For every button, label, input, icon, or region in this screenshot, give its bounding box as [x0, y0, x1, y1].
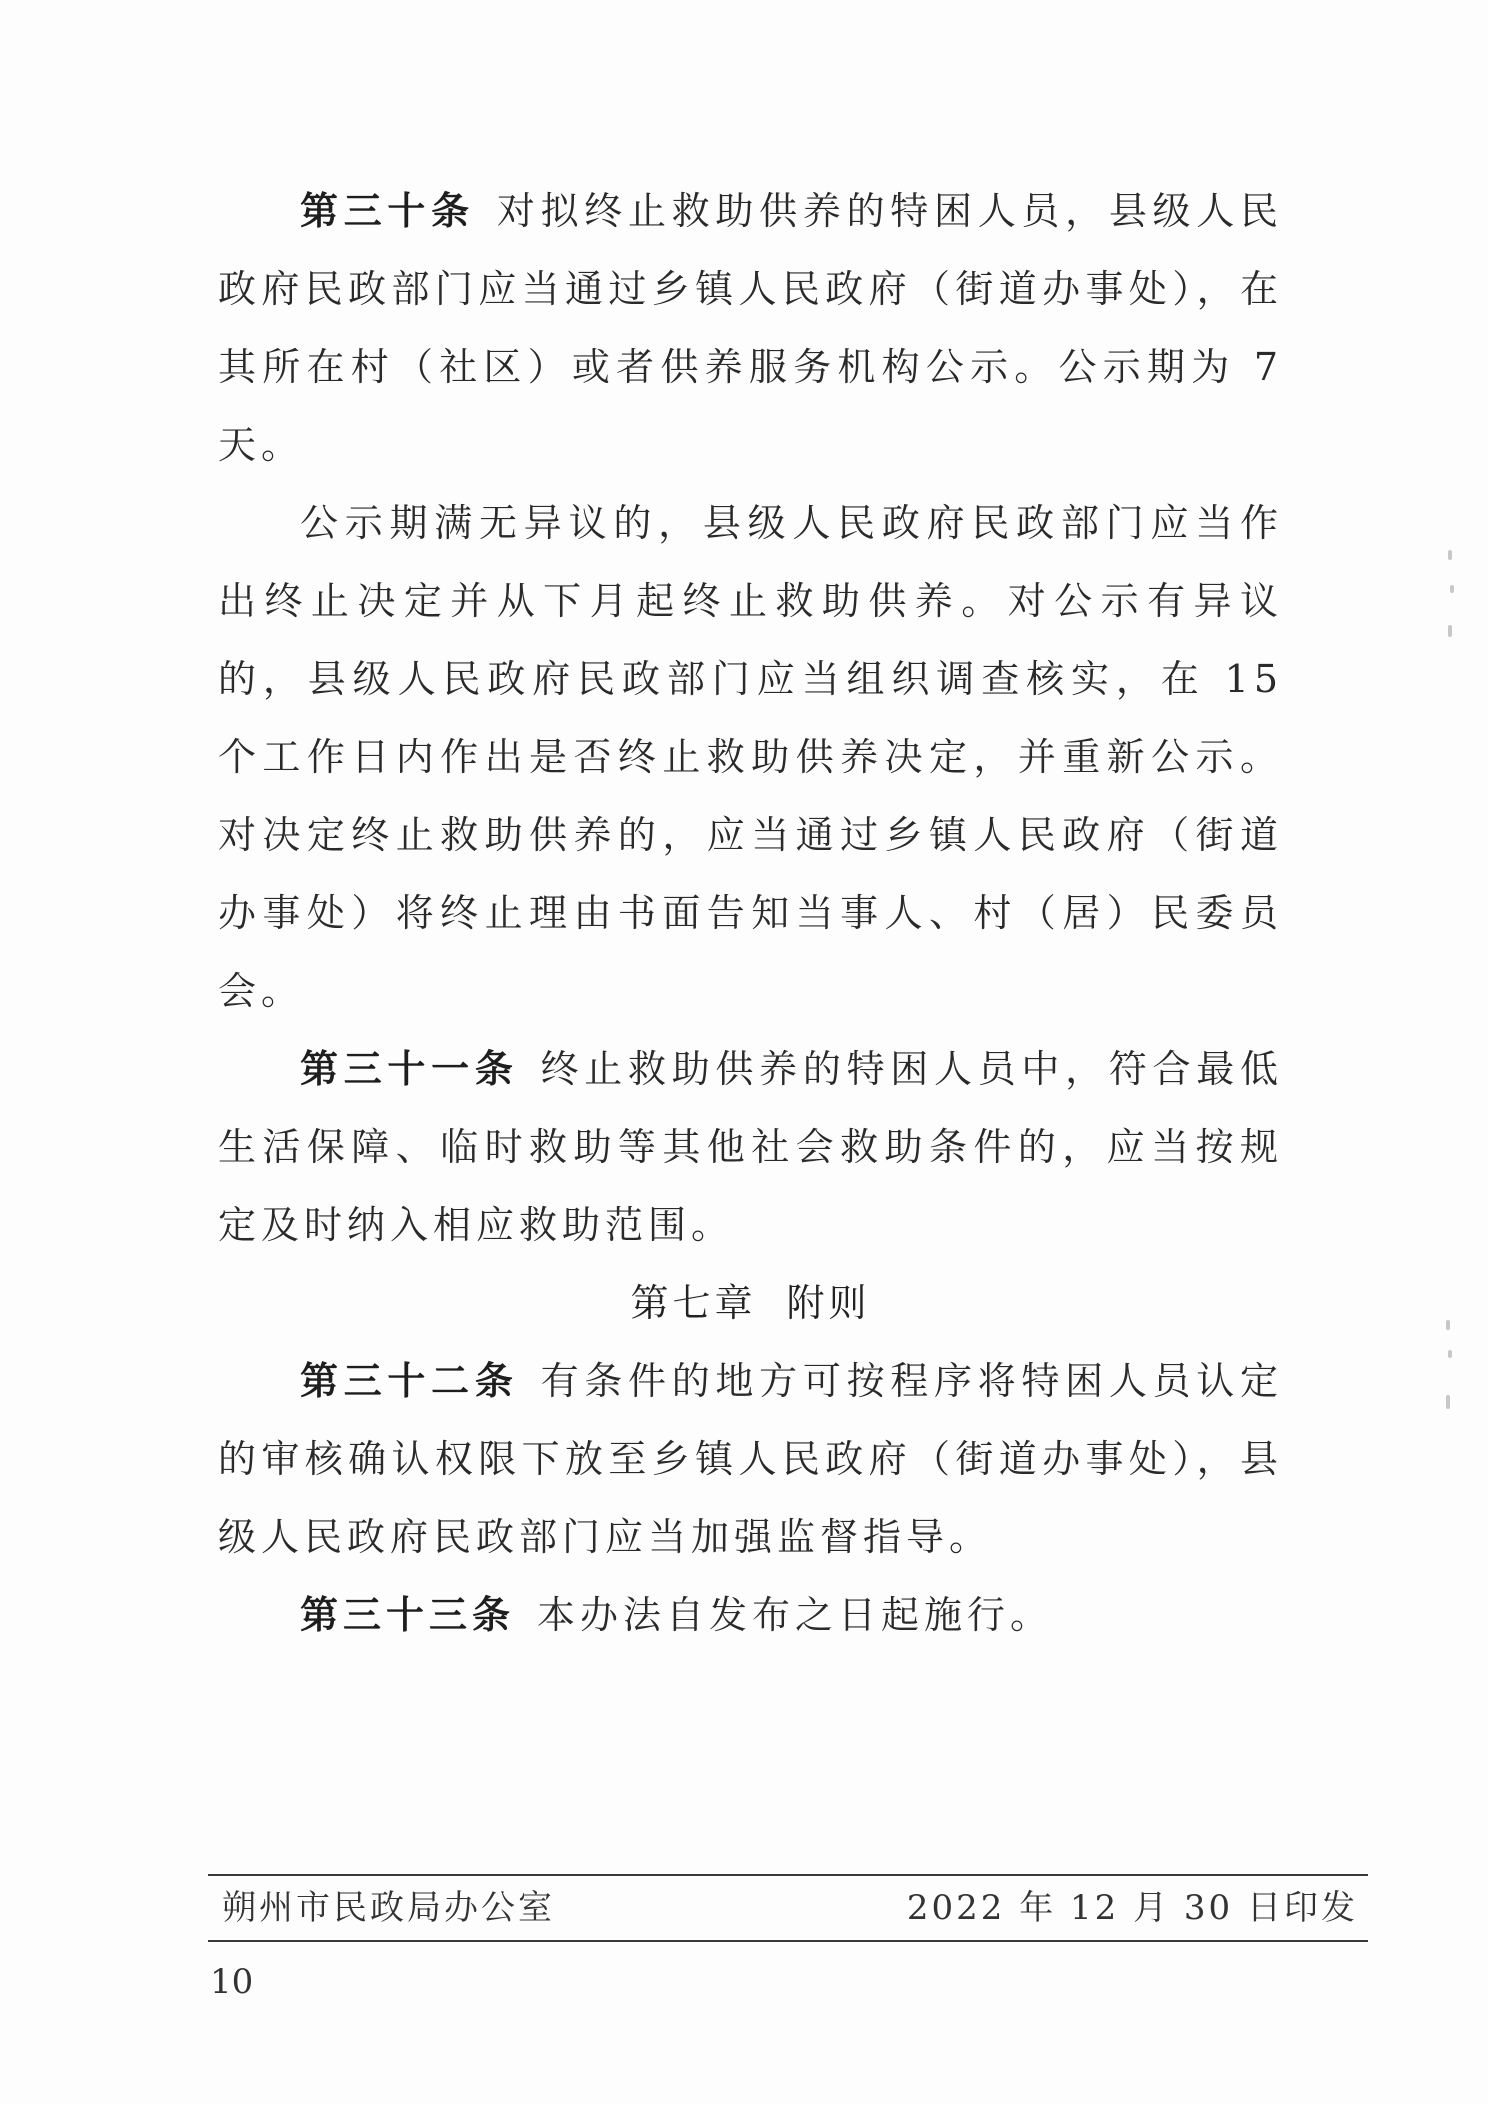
scan-artifact [1448, 625, 1452, 637]
scan-artifact [1450, 585, 1454, 593]
article-31 [218, 1030, 1283, 1264]
article-text: 终止救助供养的特困人员中，符合最低生活保障、临时救助等其他社会救助条件的，应当按规定及时纳入相应救助范围。 [218, 1047, 1283, 1247]
paragraph-text: 公示期满无异议的，县级人民政府民政部门应当作出终止决定并从下月起终止救助供养。对公示有异议的，县级人民政府民政部门应当组织调查核实，在 15 个工作日内作出是否终止救助供养决定，并重新公示。对决定终止救助供养的，应当通过乡镇人民政府（街道办事处）将终止理由书面告知当事人、村（居）民委员会。 [218, 501, 1283, 1013]
chapter-heading [218, 1264, 1283, 1342]
article-text: 有条件的地方可按程序将特困人员认定的审核确认权限下放至乡镇人民政府（街道办事处），县级人民政府民政部门应当加强监督指导。 [218, 1359, 1283, 1559]
article-text: 对拟终止救助供养的特困人员，县级人民政府民政部门应当通过乡镇人民政府（街道办事处），在其所在村（社区）或者供养服务机构公示。公示期为 7 天。 [218, 189, 1283, 467]
footer-issuer: 朔州市民政局办公室 [222, 1888, 555, 1928]
chapter-number: 第七章 [630, 1281, 757, 1325]
page-number: 10 [210, 1962, 254, 2002]
scan-artifact [1446, 1320, 1450, 1330]
article-32 [218, 1342, 1283, 1576]
document-body [218, 172, 1283, 1654]
footer-rule-bottom [208, 1940, 1368, 1942]
footer-date: 2022 年 12 月 30 日印发 [906, 1888, 1358, 1928]
article-30-paragraph-2 [218, 484, 1283, 1030]
article-number: 第三十一条 [300, 1047, 519, 1091]
article-30 [218, 172, 1283, 484]
scan-artifact [1446, 1395, 1450, 1409]
article-number: 第三十三条 [300, 1593, 516, 1637]
article-number: 第三十条 [300, 189, 475, 233]
article-number: 第三十二条 [300, 1359, 519, 1403]
footer-rule-top [208, 1874, 1368, 1876]
article-33 [218, 1576, 1283, 1654]
article-text: 本办法自发布之日起施行。 [537, 1593, 1054, 1637]
scan-artifact [1448, 550, 1452, 560]
chapter-title: 附则 [786, 1281, 871, 1325]
scan-artifact [1448, 1350, 1452, 1358]
